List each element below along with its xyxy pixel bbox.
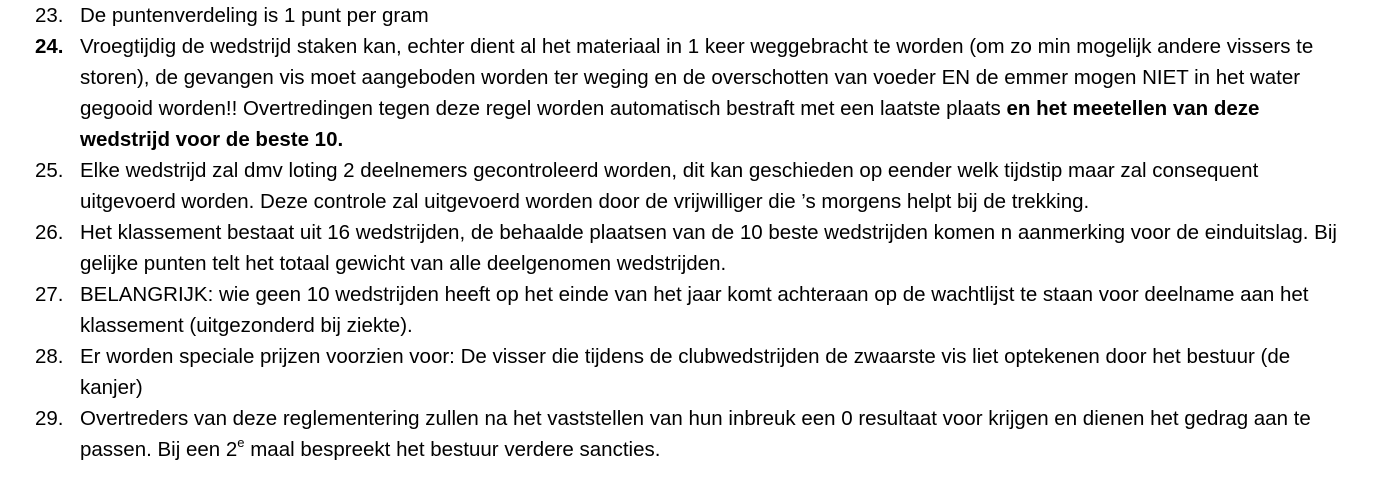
rule-text: [80, 403, 1352, 465]
rule-text: De puntenverdeling is 1 punt per gram: [80, 4, 429, 27]
rule-text: Het klassement bestaat uit 16 wedstrijden, de behaalde plaatsen van de 10 beste wedstrijden komen n aanmerking voor de einduitslag. Bij gelijke punten telt het totaal gewicht van alle deelgenomen wedstrijden.: [80, 221, 1337, 275]
rule-26: [0, 217, 1382, 279]
rule-29: [0, 403, 1382, 465]
rule-text-bold: en het meetellen van deze wedstrijd voor de beste 10.: [80, 97, 1260, 151]
rule-number: 28.: [35, 345, 64, 368]
rule-text-before: Overtreders van deze reglementering zullen na het vaststellen van hun inbreuk een 0 resultaat voor krijgen en dienen het gedrag aan te passen. Bij een 2: [80, 407, 1311, 461]
rule-27: [0, 279, 1382, 341]
rule-number: 24.: [35, 35, 64, 58]
ordinal-superscript: e: [237, 435, 245, 451]
rule-number: 27.: [35, 283, 64, 306]
rule-23: [0, 0, 1382, 31]
rule-24: [0, 31, 1382, 155]
rule-text: [80, 31, 1352, 155]
rule-text: BELANGRIJK: wie geen 10 wedstrijden heeft op het einde van het jaar komt achteraan op de wachtlijst te staan voor deelname aan het klassement (uitgezonderd bij ziekte).: [80, 283, 1309, 337]
rule-text-regular: Vroegtijdig de wedstrijd staken kan, echter dient al het materiaal in 1 keer weggebracht te worden (om zo min mogelijk andere vissers te storen), de gevangen vis moet aangeboden worden ter weging en de overschotten van voeder EN de emmer mogen NIET in het water gegooid worden!! Overtredingen tegen deze regel worden automatisch bestraft met een laatste plaats: [80, 35, 1314, 120]
rule-text: Elke wedstrijd zal dmv loting 2 deelnemers gecontroleerd worden, dit kan geschieden op eender welk tijdstip maar zal consequent uitgevoerd worden. Deze controle zal uitgevoerd worden door de vrijwilliger die ’s morgens helpt bij de trekking.: [80, 159, 1259, 213]
rule-25: [0, 155, 1382, 217]
rule-number: 29.: [35, 407, 64, 430]
rule-text: Er worden speciale prijzen voorzien voor: De visser die tijdens de clubwedstrijden de zwaarste vis liet optekenen door het bestuur (de kanjer): [80, 345, 1291, 399]
rule-number: 23.: [35, 4, 64, 27]
rule-28: [0, 341, 1382, 403]
rule-number: 25.: [35, 159, 64, 182]
rule-text-after: maal bespreekt het bestuur verdere sancties.: [244, 438, 661, 461]
rule-number: 26.: [35, 221, 64, 244]
